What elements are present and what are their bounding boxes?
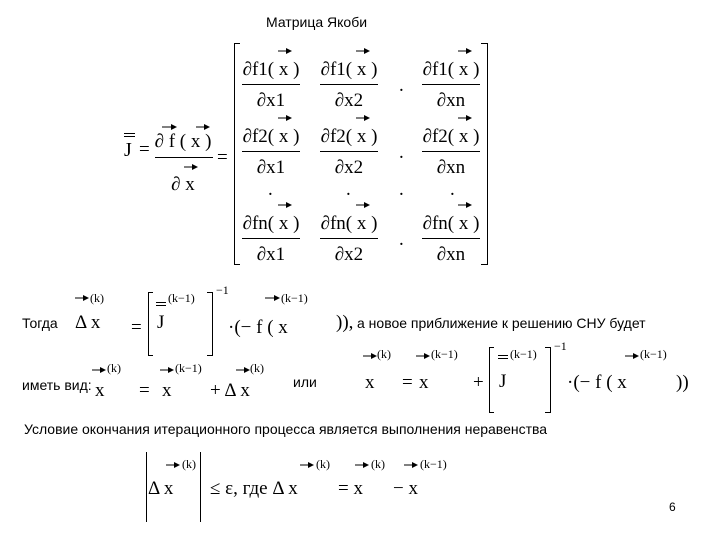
minus-x: − x <box>393 478 418 499</box>
superscript-k: (k) <box>90 291 104 305</box>
equals-x: = x <box>338 478 363 499</box>
minus-f-of-x: ·(− f ( x <box>228 317 288 338</box>
superscript-k-minus-1: (k−1) <box>175 361 202 375</box>
ellipsis-dot: . <box>346 179 351 200</box>
x-vector: x <box>162 380 172 401</box>
superscript-k-minus-1: (k−1) <box>420 457 447 471</box>
matrix-cell: ∂fn( x ) ∂xn <box>422 213 480 265</box>
plus-sign: + <box>473 372 484 393</box>
text-view: иметь вид: <box>22 377 92 393</box>
superscript-k: (k) <box>371 457 385 471</box>
page-title: Матрица Якоби <box>266 14 368 30</box>
delta-x: Δ x <box>148 478 174 499</box>
superscript-k: (k) <box>316 457 330 471</box>
matrix-cell: ∂f2( x ) ∂x2 <box>320 126 378 178</box>
equals-sign: = <box>217 147 228 168</box>
matrix-cell: ∂fn( x ) ∂x2 <box>320 213 378 265</box>
jacobian-symbol: J <box>124 139 132 161</box>
ellipsis-dot: . <box>399 229 404 250</box>
equals-sign: = <box>402 372 413 393</box>
jacobian-symbol: J <box>499 371 507 392</box>
superscript-k-minus-1: (k−1) <box>640 347 667 361</box>
ellipsis-dot: . <box>399 142 404 163</box>
minus-f-of-x: ·(− f ( x <box>567 372 627 393</box>
x-vector: x <box>365 372 375 393</box>
text-new-approximation: а новое приближение к решению СНУ будет <box>357 315 646 331</box>
superscript-k: (k) <box>107 361 121 375</box>
equals-sign: = <box>139 139 150 160</box>
matrix-cell: ∂fn( x ) ∂x1 <box>242 213 300 265</box>
superscript-k-minus-1: (k−1) <box>510 347 537 361</box>
matrix-cell: ∂f1( x ) ∂x1 <box>242 59 300 111</box>
jacobian-lhs-fraction: ∂ f ( x ) ∂ x <box>154 131 212 195</box>
text-or: или <box>293 374 317 390</box>
delta-x: Δ x <box>75 312 101 333</box>
inverse-exponent: −1 <box>216 283 229 297</box>
matrix-cell: ∂f2( x ) ∂xn <box>422 126 480 178</box>
superscript-k-minus-1: (k−1) <box>168 291 195 305</box>
x-vector: x <box>95 380 105 401</box>
ellipsis-dot: . <box>399 179 404 200</box>
page-number: 6 <box>669 500 676 514</box>
ellipsis-dot: . <box>268 179 273 200</box>
plus-delta-x: + Δ x <box>210 380 250 401</box>
jacobian-symbol: J <box>157 312 165 333</box>
matrix-cell: ∂f2( x ) ∂x1 <box>242 126 300 178</box>
inverse-exponent: −1 <box>554 339 567 353</box>
equals-sign: = <box>139 380 150 401</box>
text-then: Тогда <box>22 315 58 331</box>
matrix-cell: ∂f1( x ) ∂x2 <box>320 59 378 111</box>
matrix-cell: ∂f1( x ) ∂xn <box>422 59 480 111</box>
superscript-k: (k) <box>182 457 196 471</box>
superscript-k-minus-1: (k−1) <box>281 291 308 305</box>
equals-sign: = <box>131 317 142 338</box>
text-stopping-condition: Условие окончания итерационного процесса является выполнения неравенства <box>24 421 548 437</box>
ellipsis-dot: . <box>450 179 455 200</box>
le-epsilon-where-delta-x: ≤ ε, где Δ x <box>210 478 298 499</box>
closing-parens: )), <box>336 312 354 333</box>
superscript-k-minus-1: (k−1) <box>431 347 458 361</box>
ellipsis-dot: . <box>399 75 404 96</box>
superscript-k: (k) <box>377 347 391 361</box>
closing-parens: )) <box>676 372 689 393</box>
superscript-k: (k) <box>250 361 264 375</box>
x-vector: x <box>419 372 429 393</box>
